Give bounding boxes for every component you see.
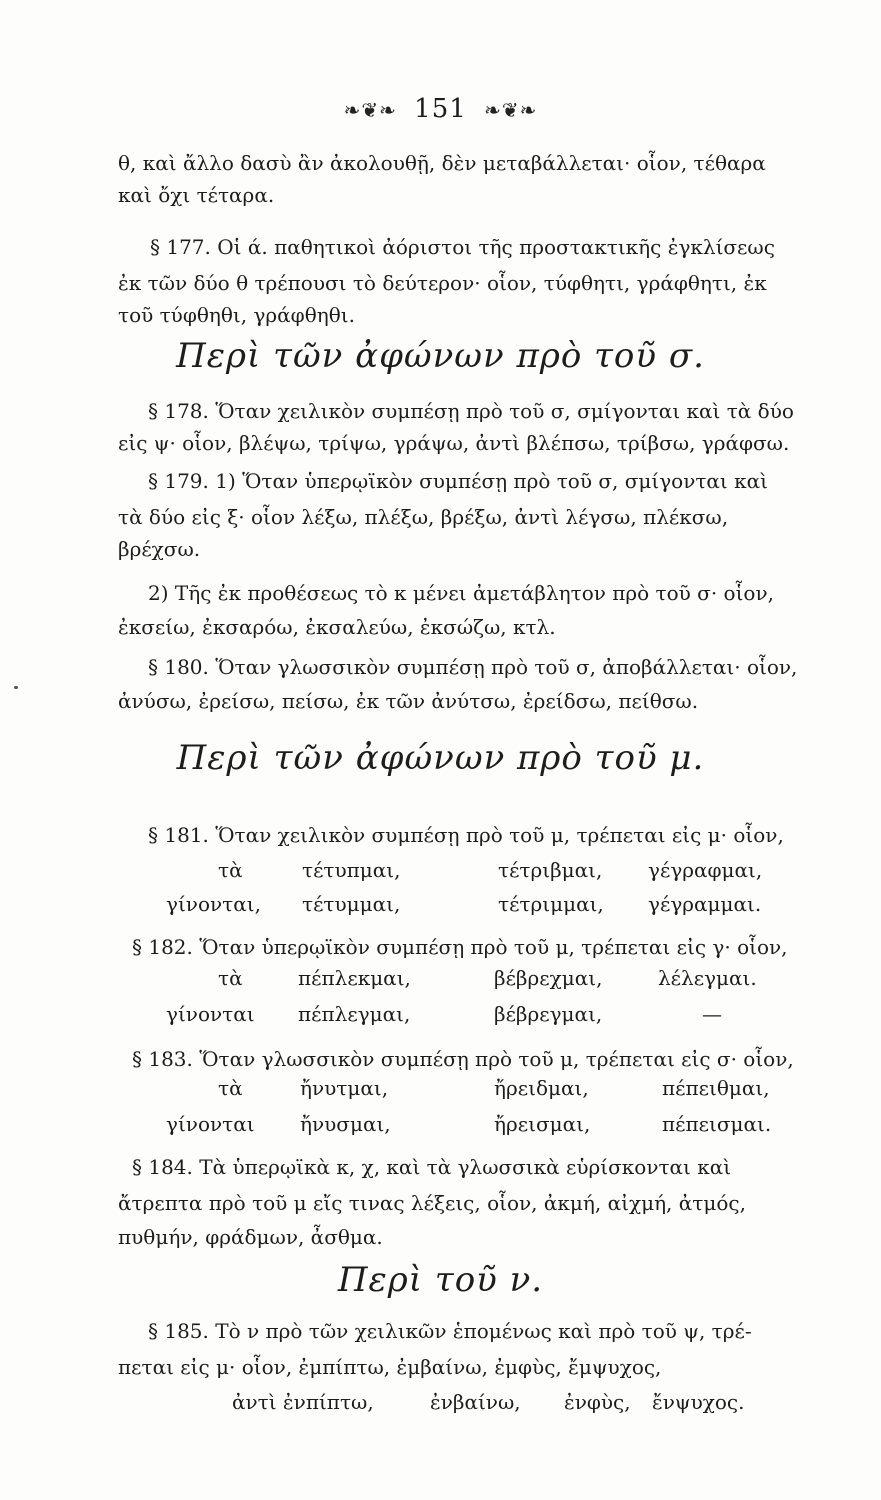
paragraph-184-line: § 184. Τὰ ὑπερῳϊκὰ κ, χ, καὶ τὰ γλωσσικὰ εὑρίσκονται καὶ xyxy=(132,1155,732,1179)
table-cell: ἤνυσμαι, xyxy=(300,1112,391,1136)
paragraph-181-line: § 181. Ὅταν χειλικὸν συμπέσῃ πρὸ τοῦ μ, τρέπεται εἰς μ· οἷον, xyxy=(148,823,784,847)
table-cell: βέβρεγμαι, xyxy=(494,1002,603,1026)
section-title-nu: Περὶ τοῦ ν. xyxy=(337,1260,544,1300)
paragraph-185-line: § 185. Τὸ ν πρὸ τῶν χειλικῶν ἑπομένως καὶ πρὸ τοῦ ψ, τρέ- xyxy=(148,1319,752,1343)
table-cell: ἔνψυχος. xyxy=(652,1390,745,1414)
table-182-row xyxy=(118,1002,844,1032)
text-line: ἐκσείω, ἐκσαρόω, ἐκσαλεύω, ἐκσώζω, κτλ. xyxy=(118,615,556,639)
table-cell: ἤρειδμαι, xyxy=(494,1076,589,1100)
text-line: εἰς ψ· οἷον, βλέψω, τρίψω, γράψω, ἀντὶ βλέπσω, τρίβσω, γράφσω. xyxy=(118,431,790,455)
page-number: 151 xyxy=(414,94,467,124)
table-cell: πέπλεκμαι, xyxy=(298,966,411,990)
text-line: τὰ δύο εἰς ξ· οἷον λέξω, πλέξω, βρέξω, ἀντὶ λέγσω, πλέκσω, xyxy=(118,505,729,529)
table-182-row xyxy=(118,966,844,996)
paragraph-177-line: § 177. Οἱ ά. παθητικοὶ ἀόριστοι τῆς προστακτικῆς ἐγκλίσεως xyxy=(150,235,775,259)
table-cell: — xyxy=(702,1002,722,1026)
text-line: θ, καὶ ἄλλο δασὺ ἂν ἀκολουθῇ, δὲν μεταβάλλεται· οἷον, τέθαρα xyxy=(118,151,766,175)
table-cell: τὰ xyxy=(218,1076,243,1100)
table-cell: γίνονται xyxy=(166,1112,255,1136)
table-cell: τέτυπμαι, xyxy=(302,858,401,882)
table-cell: ἤνυτμαι, xyxy=(300,1076,389,1100)
table-cell: πέπεισμαι. xyxy=(662,1112,772,1136)
table-cell: ἐνβαίνω, xyxy=(430,1390,521,1414)
page-header xyxy=(0,94,881,124)
table-181-row xyxy=(118,892,844,922)
table-cell: τὰ xyxy=(218,966,243,990)
ornament-right: ❧❦❧ xyxy=(484,98,538,122)
text-line: τοῦ τύφθηθι, γράφθηθι. xyxy=(118,303,355,327)
table-cell: ἤρεισμαι, xyxy=(494,1112,591,1136)
text-line: ἄτρεπτα πρὸ τοῦ μ εἴς τινας λέξεις, οἷον, ἀκμή, αἰχμή, ἀτμός, xyxy=(118,1191,746,1215)
table-cell: γέγραμμαι. xyxy=(648,892,762,916)
text-line: ἐκ τῶν δύο θ τρέπουσι τὸ δεύτερον· οἷον, τύφθητι, γράφθητι, ἐκ xyxy=(118,271,767,295)
table-cell: τέτριβμαι, xyxy=(498,858,603,882)
table-cell: τέτυμμαι, xyxy=(302,892,401,916)
margin-speck xyxy=(14,686,18,689)
table-183-row xyxy=(118,1076,844,1106)
table-cell: ἀντὶ ἐνπίπτω, xyxy=(232,1390,374,1414)
table-cell: γίνονται xyxy=(166,1002,255,1026)
table-185-row xyxy=(118,1390,844,1420)
text-line: πεται εἰς μ· οἷον, ἐμπίπτω, ἐμβαίνω, ἐμφὺς, ἔμψυχος, xyxy=(118,1355,662,1379)
table-cell: λέλεγμαι. xyxy=(658,966,757,990)
table-cell: γίνονται, xyxy=(166,892,261,916)
paragraph-178-line: § 178. Ὅταν χειλικὸν συμπέσῃ πρὸ τοῦ σ, σμίγονται καὶ τὰ δύο xyxy=(148,399,794,423)
paragraph-179-line: § 179. 1) Ὅταν ὑπερῳϊκὸν συμπέσῃ πρὸ τοῦ σ, σμίγονται καὶ xyxy=(148,469,768,493)
paragraph-179-2-line: 2) Τῆς ἐκ προθέσεως τὸ κ μένει ἀμετάβλητον πρὸ τοῦ σ· οἷον, xyxy=(148,581,774,605)
paragraph-183-line: § 183. Ὅταν γλωσσικὸν συμπέσῃ πρὸ τοῦ μ, τρέπεται εἰς σ· οἷον, xyxy=(132,1047,794,1071)
table-cell: τέτριμμαι, xyxy=(498,892,604,916)
table-cell: τὰ xyxy=(218,858,243,882)
table-cell: πέπλεγμαι, xyxy=(298,1002,411,1026)
table-cell: βέβρεχμαι, xyxy=(494,966,603,990)
table-cell: γέγραφμαι, xyxy=(648,858,763,882)
text-line: βρέχσω. xyxy=(118,537,201,561)
table-cell: πέπειθμαι, xyxy=(662,1076,770,1100)
text-line: καὶ ὄχι τέταρα. xyxy=(118,183,275,207)
table-181-row xyxy=(118,858,844,888)
table-183-row xyxy=(118,1112,844,1142)
section-title-mu: Περὶ τῶν ἀφώνων πρὸ τοῦ μ. xyxy=(176,738,705,778)
paragraph-180-line: § 180. Ὅταν γλωσσικὸν συμπέσῃ πρὸ τοῦ σ, ἀποβάλλεται· οἷον, xyxy=(148,655,798,679)
text-line: πυθμήν, φράδμων, ἆσθμα. xyxy=(118,1225,383,1249)
paragraph-182-line: § 182. Ὅταν ὑπερῳϊκὸν συμπέσῃ πρὸ τοῦ μ, τρέπεται εἰς γ· οἷον, xyxy=(132,935,788,959)
section-title-sigma: Περὶ τῶν ἀφώνων πρὸ τοῦ σ. xyxy=(176,336,705,376)
text-line: ἀνύσω, ἐρείσω, πείσω, ἐκ τῶν ἀνύτσω, ἐρείδσω, πείθσω. xyxy=(118,689,699,713)
ornament-left: ❧❦❧ xyxy=(343,98,397,122)
table-cell: ἐνφὺς, xyxy=(564,1390,631,1414)
